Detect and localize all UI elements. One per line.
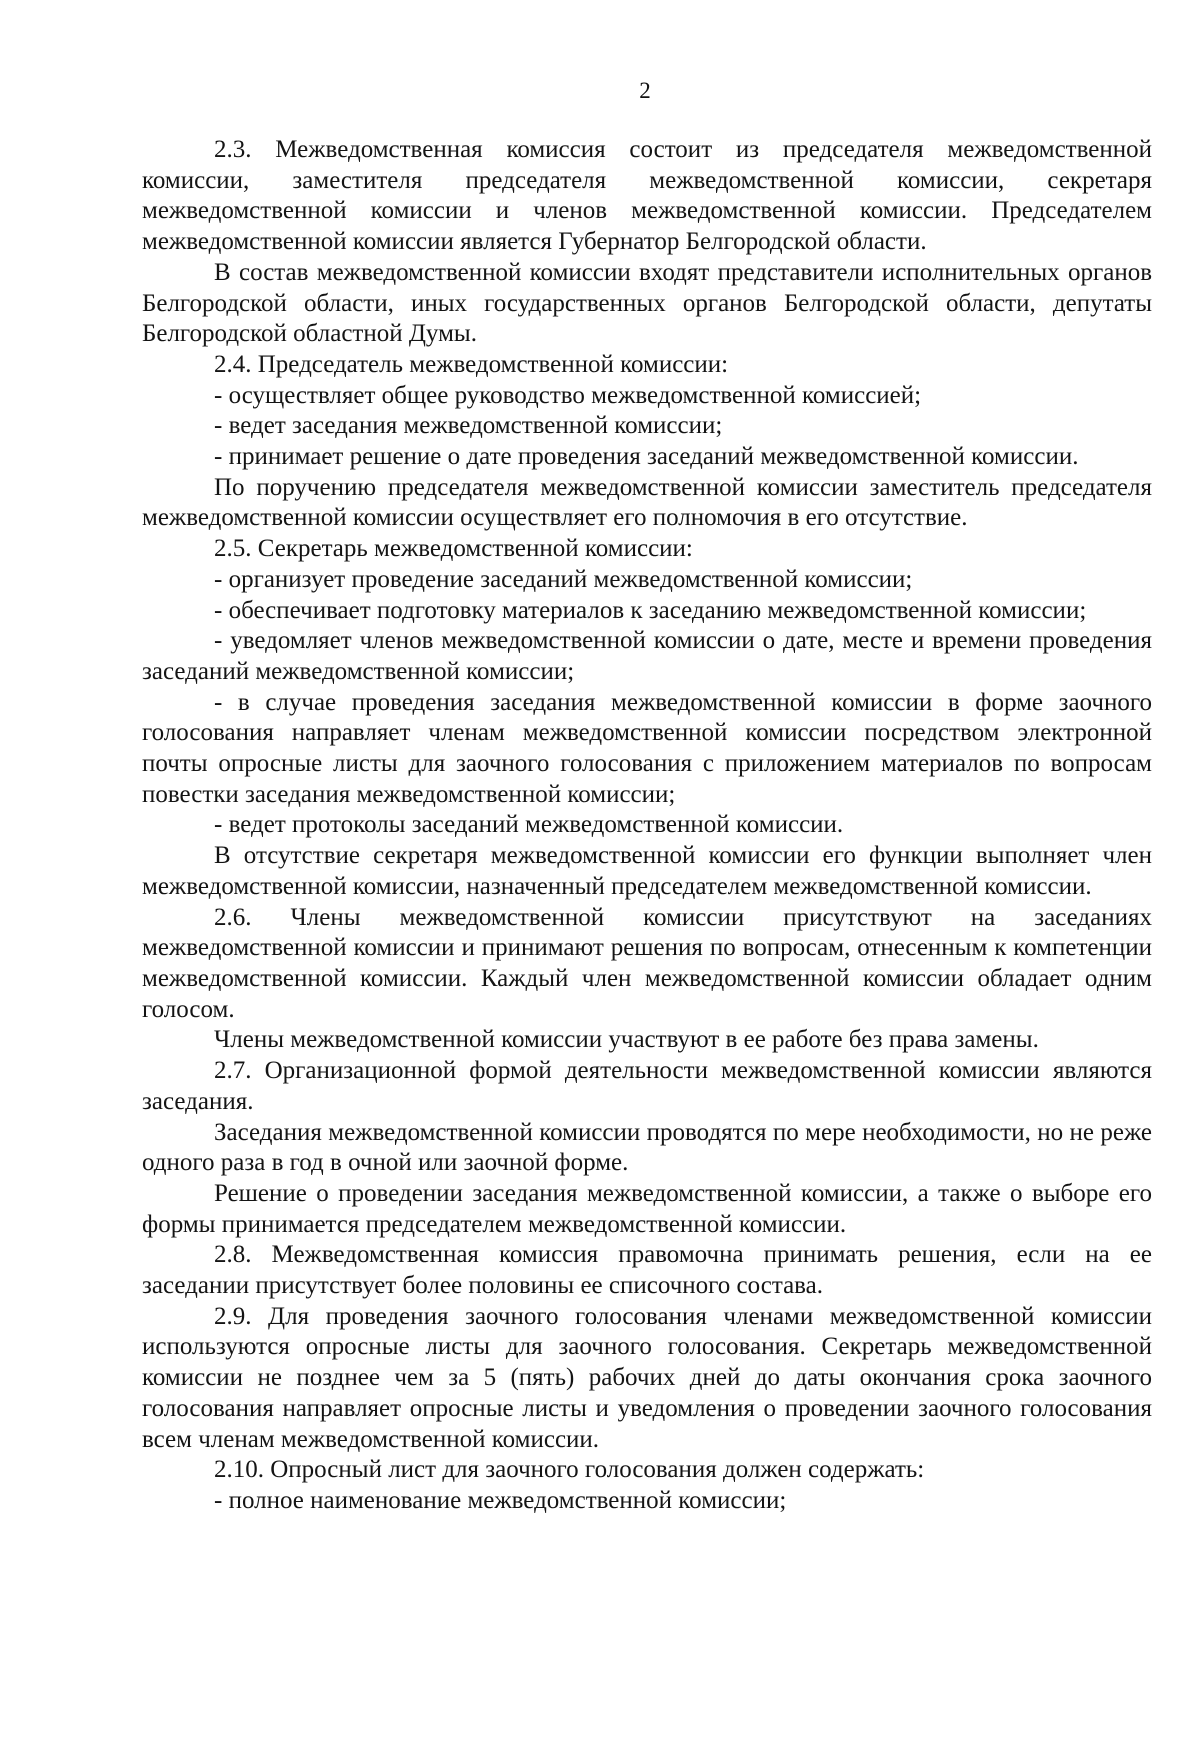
paragraph-2-10: 2.10. Опросный лист для заочного голосования должен содержать:	[214, 1456, 925, 1484]
page-number: 2	[639, 78, 651, 103]
paragraph-meeting-frequency: Заседания межведомственной комиссии проводятся по мере необходимости, но не реже одного раза в год в очной или заочной форме.	[142, 1118, 1152, 1177]
list-item: - ведет заседания межведомственной комиссии;	[214, 412, 723, 440]
paragraph-2-3: 2.3. Межведомственная комиссия состоит из председателя межведомственной комиссии, заместителя председателя межведомственной комиссии, секретаря межведомственной комиссии и членов межведомственной комиссии. Председателем межведомственной комиссии является Губернатор Белгородской области.	[142, 136, 1152, 256]
paragraph-secretary-absence: В отсутствие секретаря межведомственной комиссии его функции выполняет член межведомственной комиссии, назначенный председателем межведомственной комиссии.	[142, 842, 1152, 900]
paragraph-meeting-decision: Решение о проведении заседания межведомственной комиссии, а также о выборе его формы принимается председателем межведомственной комиссии.	[142, 1179, 1152, 1238]
paragraph-2-4: 2.4. Председатель межведомственной комиссии:	[214, 350, 729, 378]
paragraph-no-replacement: Члены межведомственной комиссии участвуют в ее работе без права замены.	[214, 1026, 1039, 1054]
paragraph-2-7: 2.7. Организационной формой деятельности межведомственной комиссии являются заседания.	[142, 1057, 1152, 1115]
list-item: - принимает решение о дате проведения заседаний межведомственной комиссии.	[214, 443, 1079, 471]
paragraph-composition: В состав межведомственной комиссии входят представители исполнительных органов Белгородской области, иных государственных органов Белгородской области, депутаты Белгородской областной Думы.	[142, 258, 1152, 348]
list-item: - организует проведение заседаний межведомственной комиссии;	[214, 565, 913, 593]
document-body	[142, 135, 1152, 1517]
paragraph-2-9: 2.9. Для проведения заочного голосования членами межведомственной комиссии используются опросные листы для заочного голосования. Секретарь межведомственной комиссии не позднее чем за 5 (пять) рабочих дней до даты окончания срока заочного голосования направляет опросные листы и уведомления о проведении заочного голосования всем членам межведомственной комиссии.	[142, 1302, 1152, 1453]
list-item: - полное наименование межведомственной комиссии;	[214, 1486, 787, 1514]
list-item: - обеспечивает подготовку материалов к заседанию межведомственной комиссии;	[214, 596, 1087, 624]
list-item: - уведомляет членов межведомственной комиссии о дате, месте и времени проведения заседаний межведомственной комиссии;	[142, 627, 1152, 685]
list-item: - в случае проведения заседания межведомственной комиссии в форме заочного голосования направляет членам межведомственной комиссии посредством электронной почты опросные листы для заочного голосования с приложением материалов по вопросам повестки заседания межведомственной комиссии;	[142, 688, 1152, 808]
paragraph-2-8: 2.8. Межведомственная комиссия правомочна принимать решения, если на ее заседании присутствует более половины ее списочного состава.	[142, 1241, 1152, 1300]
paragraph-2-6: 2.6. Члены межведомственной комиссии присутствуют на заседаниях межведомственной комиссии и принимают решения по вопросам, отнесенным к компетенции межведомственной комиссии. Каждый член межведомственной комиссии обладает одним голосом.	[142, 903, 1152, 1023]
paragraph-deputy: По поручению председателя межведомственной комиссии заместитель председателя межведомственной комиссии осуществляет его полномочия в его отсутствие.	[142, 473, 1152, 532]
list-item: - ведет протоколы заседаний межведомственной комиссии.	[214, 811, 844, 839]
list-item: - осуществляет общее руководство межведомственной комиссией;	[214, 381, 922, 409]
paragraph-2-5: 2.5. Секретарь межведомственной комиссии:	[214, 535, 693, 563]
